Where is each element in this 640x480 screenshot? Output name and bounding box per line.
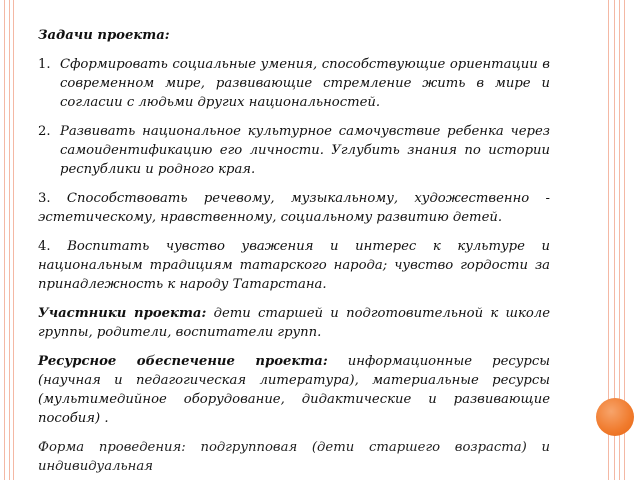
task-text: Сформировать социальные умения, способствующие ориентации в современном мире, развивающие стремление жить в мире и согласии с людьми других национальностей. <box>60 57 550 110</box>
resources-paragraph <box>38 352 550 428</box>
slide-content <box>38 20 550 476</box>
orange-circle-icon <box>596 398 634 436</box>
task-text: Способствовать речевому, музыкальному, художественно - эстетическому, нравственному, социальному развитию детей. <box>38 191 550 225</box>
cutoff-line: Форма проведения: подгрупповая (дети старшего возраста) и индивидуальная <box>38 440 550 474</box>
task-item-1 <box>38 55 550 112</box>
task-item-3 <box>38 189 550 227</box>
participants-paragraph <box>38 304 550 342</box>
task-item-2 <box>38 122 550 179</box>
participants-text: дети старшей и подготовительной к школе группы, родители, воспитатели групп. <box>38 306 551 340</box>
task-number: 3. <box>38 191 51 206</box>
resources-label: Ресурсное обеспечение проекта: <box>38 354 328 369</box>
task-number: 2. <box>38 124 51 139</box>
left-border-decoration <box>0 0 16 480</box>
page-title: Задачи проекта: <box>38 28 170 43</box>
task-number: 4. <box>38 239 51 254</box>
task-text: Развивать национальное культурное самочувствие ребенка через самоидентификацию его личности. Углубить знания по истории республики и родного края. <box>60 124 550 177</box>
resources-text: информационные ресурсы (научная и педагогическая литература), материальные ресурсы (мультимедийное оборудование, дидактические и развивающие пособия) . <box>38 354 550 426</box>
participants-label: Участники проекта: <box>38 306 207 321</box>
task-text: Воспитать чувство уважения и интерес к культуре и национальным традициям татарского народа; чувство гордости за принадлежность к народу Татарстана. <box>38 239 550 292</box>
task-number: 1. <box>38 57 51 72</box>
task-item-4 <box>38 237 550 294</box>
